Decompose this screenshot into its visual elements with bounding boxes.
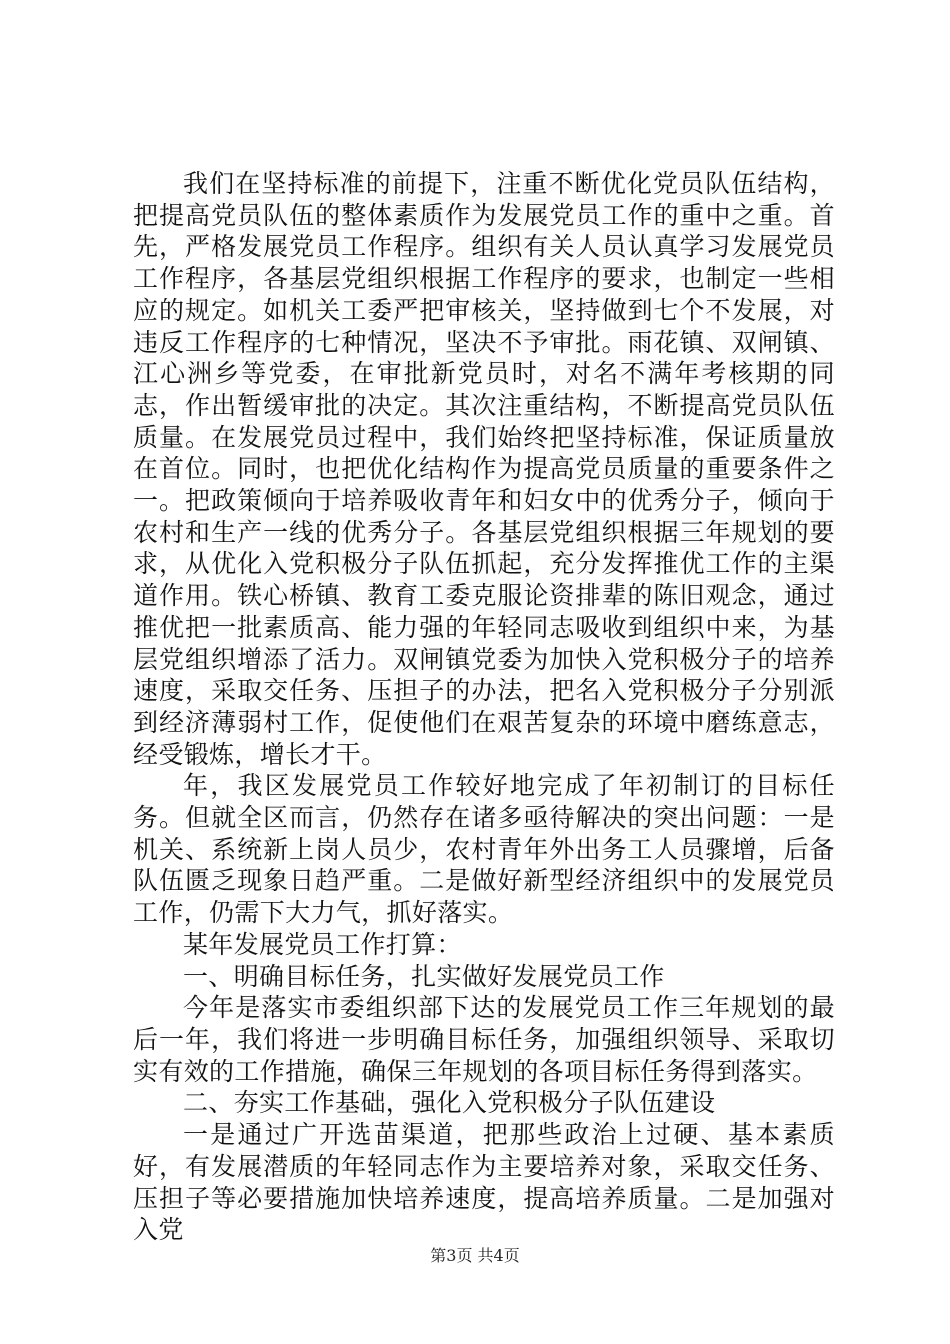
- section-heading: 二、夯实工作基础，强化入党积极分子队伍建设: [183, 1088, 716, 1118]
- page-footer: 第3页 共4页: [430, 1246, 520, 1265]
- body-text: [133, 168, 835, 1246]
- section-heading: 一、明确目标任务，扎实做好发展党员工作: [183, 961, 665, 991]
- paragraph: 今年是落实市委组织部下达的发展党员工作三年规划的最后一年，我们将进一步明确目标任务，加强组织领导、采取切实有效的工作措施，确保三年规划的各项目标任务得到落实。: [133, 993, 835, 1086]
- paragraph: 年，我区发展党员工作较好地完成了年初制订的目标任务。但就全区而言，仍然存在诸多亟待解决的突出问题：一是机关、系统新上岗人员少，农村青年外出务工人员骤增，后备队伍匮乏现象日趋严重。二是做好新型经济组织中的发展党员工作，仍需下大力气，抓好落实。: [133, 771, 835, 928]
- paragraph: 某年发展党员工作打算：: [183, 929, 462, 959]
- paragraph: 一是通过广开选苗渠道，把那些政治上过硬、基本素质好，有发展潜质的年轻同志作为主要培养对象，采取交任务、压担子等必要措施加快培养速度，提高培养质量。二是加强对入党: [133, 1120, 835, 1245]
- paragraph: 我们在坚持标准的前提下，注重不断优化党员队伍结构，把提高党员队伍的整体素质作为发展党员工作的重中之重。首先，严格发展党员工作程序。组织有关人员认真学习发展党员工作程序，各基层党组织根据工作程序的要求，也制定一些相应的规定。如机关工委严把审核关，坚持做到七个不发展，对违反工作程序的七种情况，坚决不予审批。雨花镇、双闸镇、江心洲乡等党委，在审批新党员时，对名不满年考核期的同志，作出暂缓审批的决定。其次注重结构，不断提高党员队伍质量。在发展党员过程中，我们始终把坚持标准，保证质量放在首位。同时，也把优化结构作为提高党员质量的重要条件之一。把政策倾向于培养吸收青年和妇女中的优秀分子，倾向于农村和生产一线的优秀分子。各基层党组织根据三年规划的要求，从优化入党积极分子队伍抓起，充分发挥推优工作的主渠道作用。铁心桥镇、教育工委克服论资排辈的陈旧观念，通过推优把一批素质高、能力强的年轻同志吸收到组织中来，为基层党组织增添了活力。双闸镇党委为加快入党积极分子的培养速度，采取交任务、压担子的办法，把名入党积极分子分别派到经济薄弱村工作，促使他们在艰苦复杂的环境中磨练意志，经受锻炼，增长才干。: [133, 169, 835, 769]
